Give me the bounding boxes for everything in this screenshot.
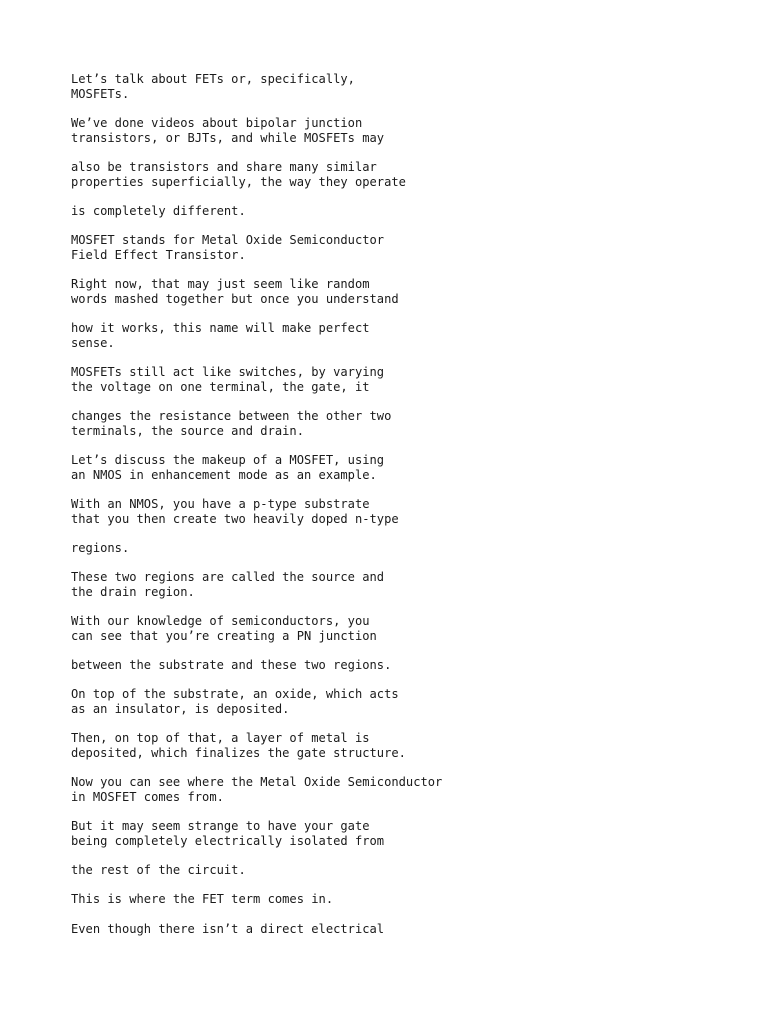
text-line: deposited, which finalizes the gate structure. [71,746,406,760]
text-line: On top of the substrate, an oxide, which acts [71,687,399,701]
text-line: sense. [71,336,115,350]
text-line: properties superficially, the way they operate [71,175,406,189]
text-line: Even though there isn’t a direct electrical [71,922,385,936]
text-line: being completely electrically isolated from [71,834,385,848]
text-line: MOSFETs. [71,87,130,101]
text-line: how it works, this name will make perfect [71,321,370,335]
text-line: But it may seem strange to have your gate [71,819,370,833]
text-line: We’ve done videos about bipolar junction [71,116,363,130]
text-line: in MOSFET comes from. [71,790,224,804]
text-line: changes the resistance between the other two [71,409,392,423]
text-line: regions. [71,541,130,555]
text-line: Right now, that may just seem like random [71,277,370,291]
text-line: the voltage on one terminal, the gate, it [71,380,370,394]
text-line: can see that you’re creating a PN junction [71,629,377,643]
text-line: is completely different. [71,204,246,218]
text-line: transistors, or BJTs, and while MOSFETs may [71,131,385,145]
text-line: an NMOS in enhancement mode as an example. [71,468,377,482]
text-line: MOSFET stands for Metal Oxide Semiconductor [71,233,385,247]
text-line: words mashed together but once you understand [71,292,399,306]
text-line: Then, on top of that, a layer of metal is [71,731,370,745]
text-line: Let’s talk about FETs or, specifically, [71,72,355,86]
text-line: between the substrate and these two regions. [71,658,392,672]
text-line: This is where the FET term comes in. [71,892,334,906]
text-line: MOSFETs still act like switches, by varying [71,365,385,379]
text-line: These two regions are called the source and [71,570,385,584]
text-line: terminals, the source and drain. [71,424,304,438]
text-line: With our knowledge of semiconductors, you [71,614,370,628]
text-line: as an insulator, is deposited. [71,702,290,716]
text-line: that you then create two heavily doped n-type [71,512,399,526]
text-line: Field Effect Transistor. [71,248,246,262]
text-line: Let’s discuss the makeup of a MOSFET, using [71,453,385,467]
text-line: the rest of the circuit. [71,863,246,877]
text-line: the drain region. [71,585,195,599]
text-line: With an NMOS, you have a p-type substrate [71,497,370,511]
text-line: Now you can see where the Metal Oxide Semiconductor [71,775,443,789]
text-line: also be transistors and share many similar [71,160,377,174]
